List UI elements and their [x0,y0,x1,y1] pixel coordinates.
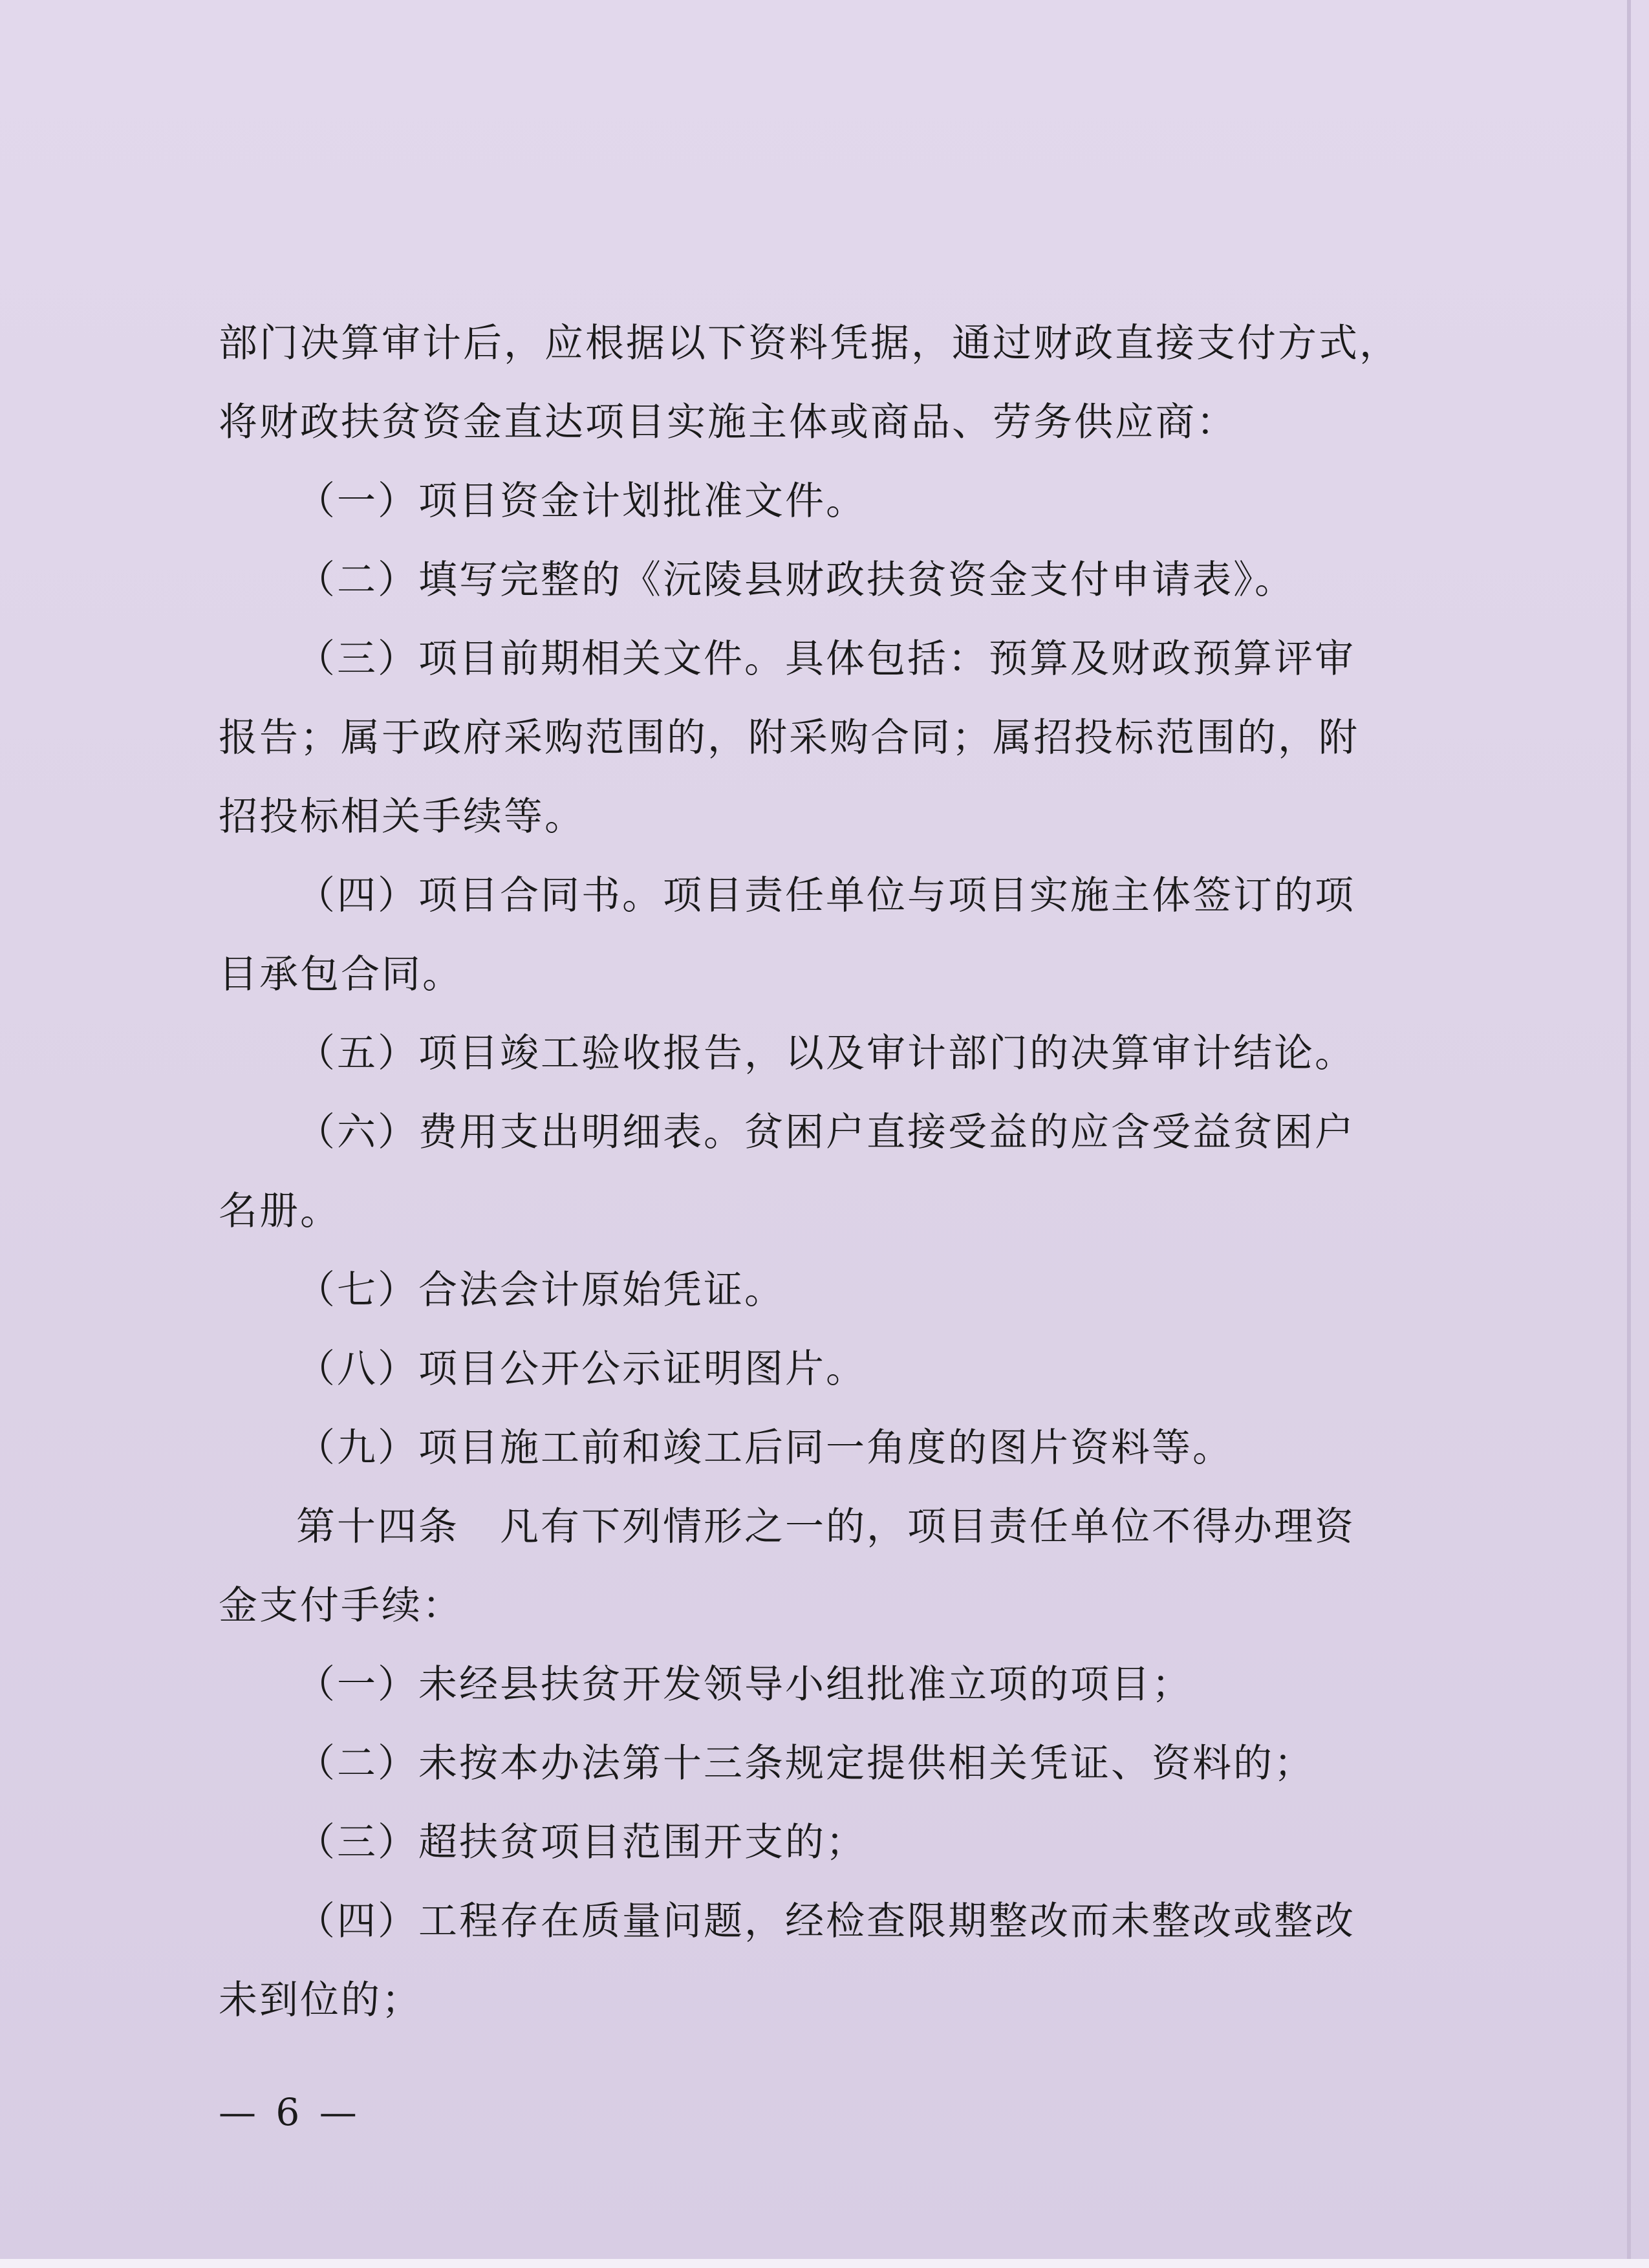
list-item: （四）项目合同书。项目责任单位与项目实施主体签订的项 [296,873,1355,918]
list-item: （一）项目资金计划批准文件。 [296,479,867,524]
page-number: — 6 — [219,2090,361,2134]
list-item: （二）未按本办法第十三条规定提供相关凭证、资料的； [296,1741,1315,1786]
text-line: 将财政扶贫资金直达项目实施主体或商品、劳务供应商： [219,400,1237,445]
list-item: （五）项目竣工验收报告，以及审计部门的决算审计结论。 [296,1031,1355,1076]
list-item: （九）项目施工前和竣工后同一角度的图片资料等。 [296,1425,1233,1471]
text-line: 未到位的； [219,1978,422,2023]
list-item: （三）项目前期相关文件。具体包括：预算及财政预算评审 [296,636,1355,682]
list-item: （七）合法会计原始凭证。 [296,1268,785,1313]
text-line: 名册。 [219,1189,341,1234]
list-item: （一）未经县扶贫开发领导小组批准立项的项目； [296,1662,1192,1707]
list-item: （三）超扶贫项目范围开支的； [296,1820,867,1865]
scan-edge [1627,0,1631,2268]
list-item: （四）工程存在质量问题，经检查限期整改而未整改或整改 [296,1899,1355,1944]
text-line: 金支付手续： [219,1583,463,1628]
document-body [219,304,1416,2040]
list-item: （八）项目公开公示证明图片。 [296,1346,867,1392]
text-line: 招投标相关手续等。 [219,794,585,839]
text-line: 报告；属于政府采购范围的，附采购合同；属招投标范围的，附 [219,715,1359,761]
article-heading: 第十四条 凡有下列情形之一的，项目责任单位不得办理资 [296,1504,1355,1550]
text-line: 目承包合同。 [219,952,463,997]
text-line: 部门决算审计后，应根据以下资料凭据，通过财政直接支付方式， [219,321,1400,366]
list-item: （六）费用支出明细表。贫困户直接受益的应含受益贫困户 [296,1110,1355,1155]
list-item: （二）填写完整的《沅陵县财政扶贫资金支付申请表》。 [296,557,1295,603]
scan-edge-bottom [0,2259,1649,2268]
